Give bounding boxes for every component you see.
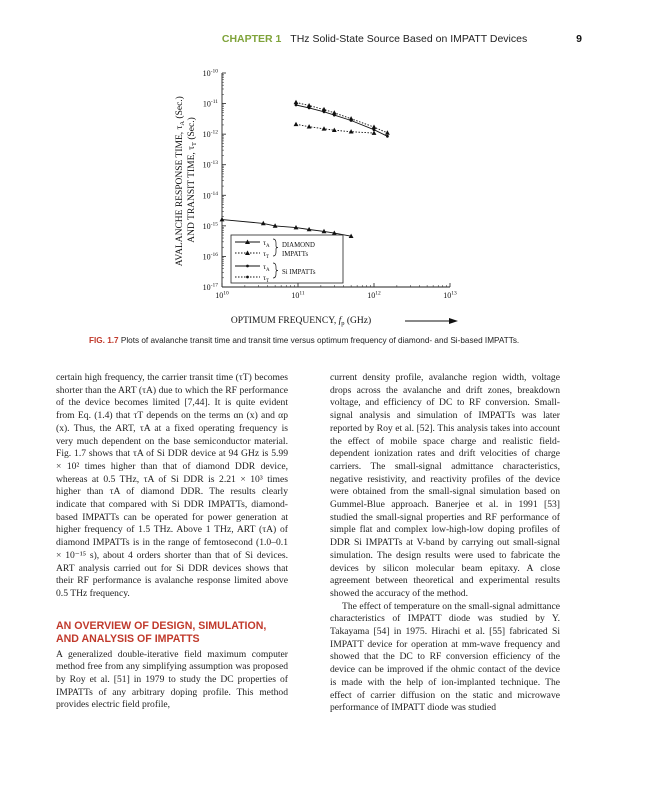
series-tau-t-si-point [385, 130, 390, 134]
y-tick-label: $10^{-10}$ [202, 68, 218, 78]
y-tick-label: $10^{-12}$ [202, 129, 218, 140]
y-tick-label: $10^{-17}$ [202, 282, 218, 292]
x-axis-label: OPTIMUM FREQUENCY, $f_p$ (GHz) [230, 316, 372, 327]
legend-diamond-l1: DIAMOND [282, 242, 315, 249]
y-axis-label-line2: AND TRANSIT TIME, $\tau_T$ (Sec.) [187, 117, 198, 243]
legend-tau-t-1: $\tau_T$ [263, 249, 270, 260]
figure-chart [165, 60, 485, 335]
y-tick-label: $10^{-14}$ [202, 190, 218, 201]
series-tau-a-diamond-point [220, 217, 225, 221]
series-tau-a-si-point [386, 135, 389, 138]
running-header [222, 33, 582, 45]
x-axis-arrow-head [449, 318, 458, 324]
legend-tau-t-2: $\tau_T$ [263, 273, 270, 284]
x-tick-label: $10^{10}$ [215, 290, 229, 300]
legend-tau-a-1: $\tau_A$ [263, 238, 270, 249]
legend-diamond-label [282, 242, 317, 258]
series-tau-t-si-point [307, 103, 312, 107]
y-tick-label: $10^{-16}$ [202, 251, 218, 262]
series-tau-t-diamond-point [349, 129, 354, 133]
y-tick-label: $10^{-13}$ [202, 160, 218, 170]
y-axis-label [174, 94, 198, 266]
y-tick-label: $10^{-15}$ [202, 221, 218, 231]
series-tau-t-diamond-point [307, 124, 312, 128]
chapter-label: CHAPTER 1 [221, 33, 282, 45]
x-tick-label: $10^{12}$ [367, 290, 381, 300]
right-column [330, 372, 560, 715]
series-tau-t-si-point [332, 110, 337, 114]
series-tau-t-diamond-point [294, 122, 299, 126]
series-tau-t-diamond-point [372, 131, 377, 135]
series-tau-t-si-point [372, 125, 377, 129]
section-heading: AN OVERVIEW OF DESIGN, SIMULATION, AND ANALYSIS OF IMPATTS [56, 619, 267, 645]
legend-diamond-l2: IMPATTs [282, 251, 309, 258]
y-axis-label-line1: AVALANCHE RESPONSE TIME, $\tau_A$ (Sec.) [175, 96, 186, 267]
left-paragraph-1: certain high frequency, the carrier transit time (τT) becomes shorter than the ART (τA) due to which the RF performance of the device becomes limited [7,44]. It is quite evident from Eq. (1.4) that τT depends on the terms αn (x) and αp (x). Thus, the ART, τA at a fixed operating frequency is very much dependent on the base semiconductor material. Fig. 1.7 shows that τA of Si DDR device at 94 GHz is 5.99 × 10² times higher than that of diamond DDR device, whereas at 0.5 THz, τA of Si DDR is 2.21 × 10³ times higher than τA of diamond DDR. The results clearly indicate that compared with Si DDR IMPATTs, diamond-based IMPATTs can be operated for power generation at higher frequency of 1.5 THz. Above 1 THz, ART (τA) of diamond IMPATTs is in the range of femtosecond (1.0–0.1 × 10⁻¹⁵ s), about 4 orders shorter than that of Si devices. ART analysis carried out for Si DDR devices shows that their RF performance is avalanche response limited above 0.5 THz frequency. [56, 372, 288, 599]
series-tau-t-si-point [294, 100, 299, 104]
legend-marker-st [246, 276, 249, 279]
y-tick-label: $10^{-11}$ [202, 99, 218, 109]
page-number: 9 [576, 33, 582, 45]
series-tau-t-diamond-point [322, 126, 327, 130]
legend-marker-sa [246, 265, 249, 268]
figure-caption [89, 335, 569, 346]
right-paragraph-2: The effect of temperature on the small-signal admittance characteristics of IMPATT diode was studied by Y. Takayama [54] in 1975. Hirachi et al. [55] fabricated Si IMPATT device for operation at mm-wave frequency and showed that the DC to RF conversion efficiency of the device can be improved if the ohmic contact of the device is made with the help of ion-implanted technique. The effect of carrier diffusion on the static and microwave performance of IMPATT diode was studied [330, 600, 560, 714]
legend [231, 235, 343, 284]
figure-caption-text: Plots of avalanche transit time and transit time versus optimum frequency of diamond- and Si-based IMPATTs. [120, 336, 520, 345]
left-paragraph-2: A generalized double-iterative field maximum computer method free from any simplifying assumption was proposed by Roy et al. [51] in 1979 to study the DC properties of IMPATTs of any arbitrary doping profile. This method provides electric field profile, [56, 648, 288, 711]
series-tau-t-si-point [349, 116, 354, 120]
figure-label: FIG. 1.7 [89, 336, 119, 345]
legend-brace-1 [273, 239, 278, 256]
series-tau-a-diamond-line [222, 220, 351, 237]
right-paragraph-1: current density profile, avalanche region width, voltage drops across the avalanche and drift zones, breakdown voltage, and efficiency of DC to RF conversion. Small-signal analysis and simulation of IMPATTs was later reported by Roy et al. [52]. This analysis takes into account the effect of mobile space charge and realistic field-dependent ionization rates and drift velocities of charge carriers. The small-signal admittance characteristics, negative resistivity, and reactivity profiles of the device were obtained from the small-signal simulation based on Gummel-Bluе approach. Banerjee et al. in 1991 [53] studied the small-signal properties and RF performance of simple flat and complex low-high-low doping profiles of DDR Si IMPATTs at V-band by carrying out small-signal simulation. The design results were used to fabricate the devices by silicon molecular beam epitaxy. A close agreement between theoretical and experimental results showed the accuracy of the method. [330, 372, 560, 599]
left-column [56, 372, 288, 712]
legend-si-label: Si IMPATTs [282, 269, 316, 276]
legend-brace-2 [273, 263, 278, 278]
x-tick-label: $10^{13}$ [443, 290, 457, 300]
legend-marker-dt [245, 251, 250, 256]
x-tick-label: $10^{11}$ [291, 290, 305, 300]
legend-tau-a-2: $\tau_A$ [263, 262, 270, 273]
chapter-title: THz Solid-State Source Based on IMPATT Devices [290, 33, 528, 45]
